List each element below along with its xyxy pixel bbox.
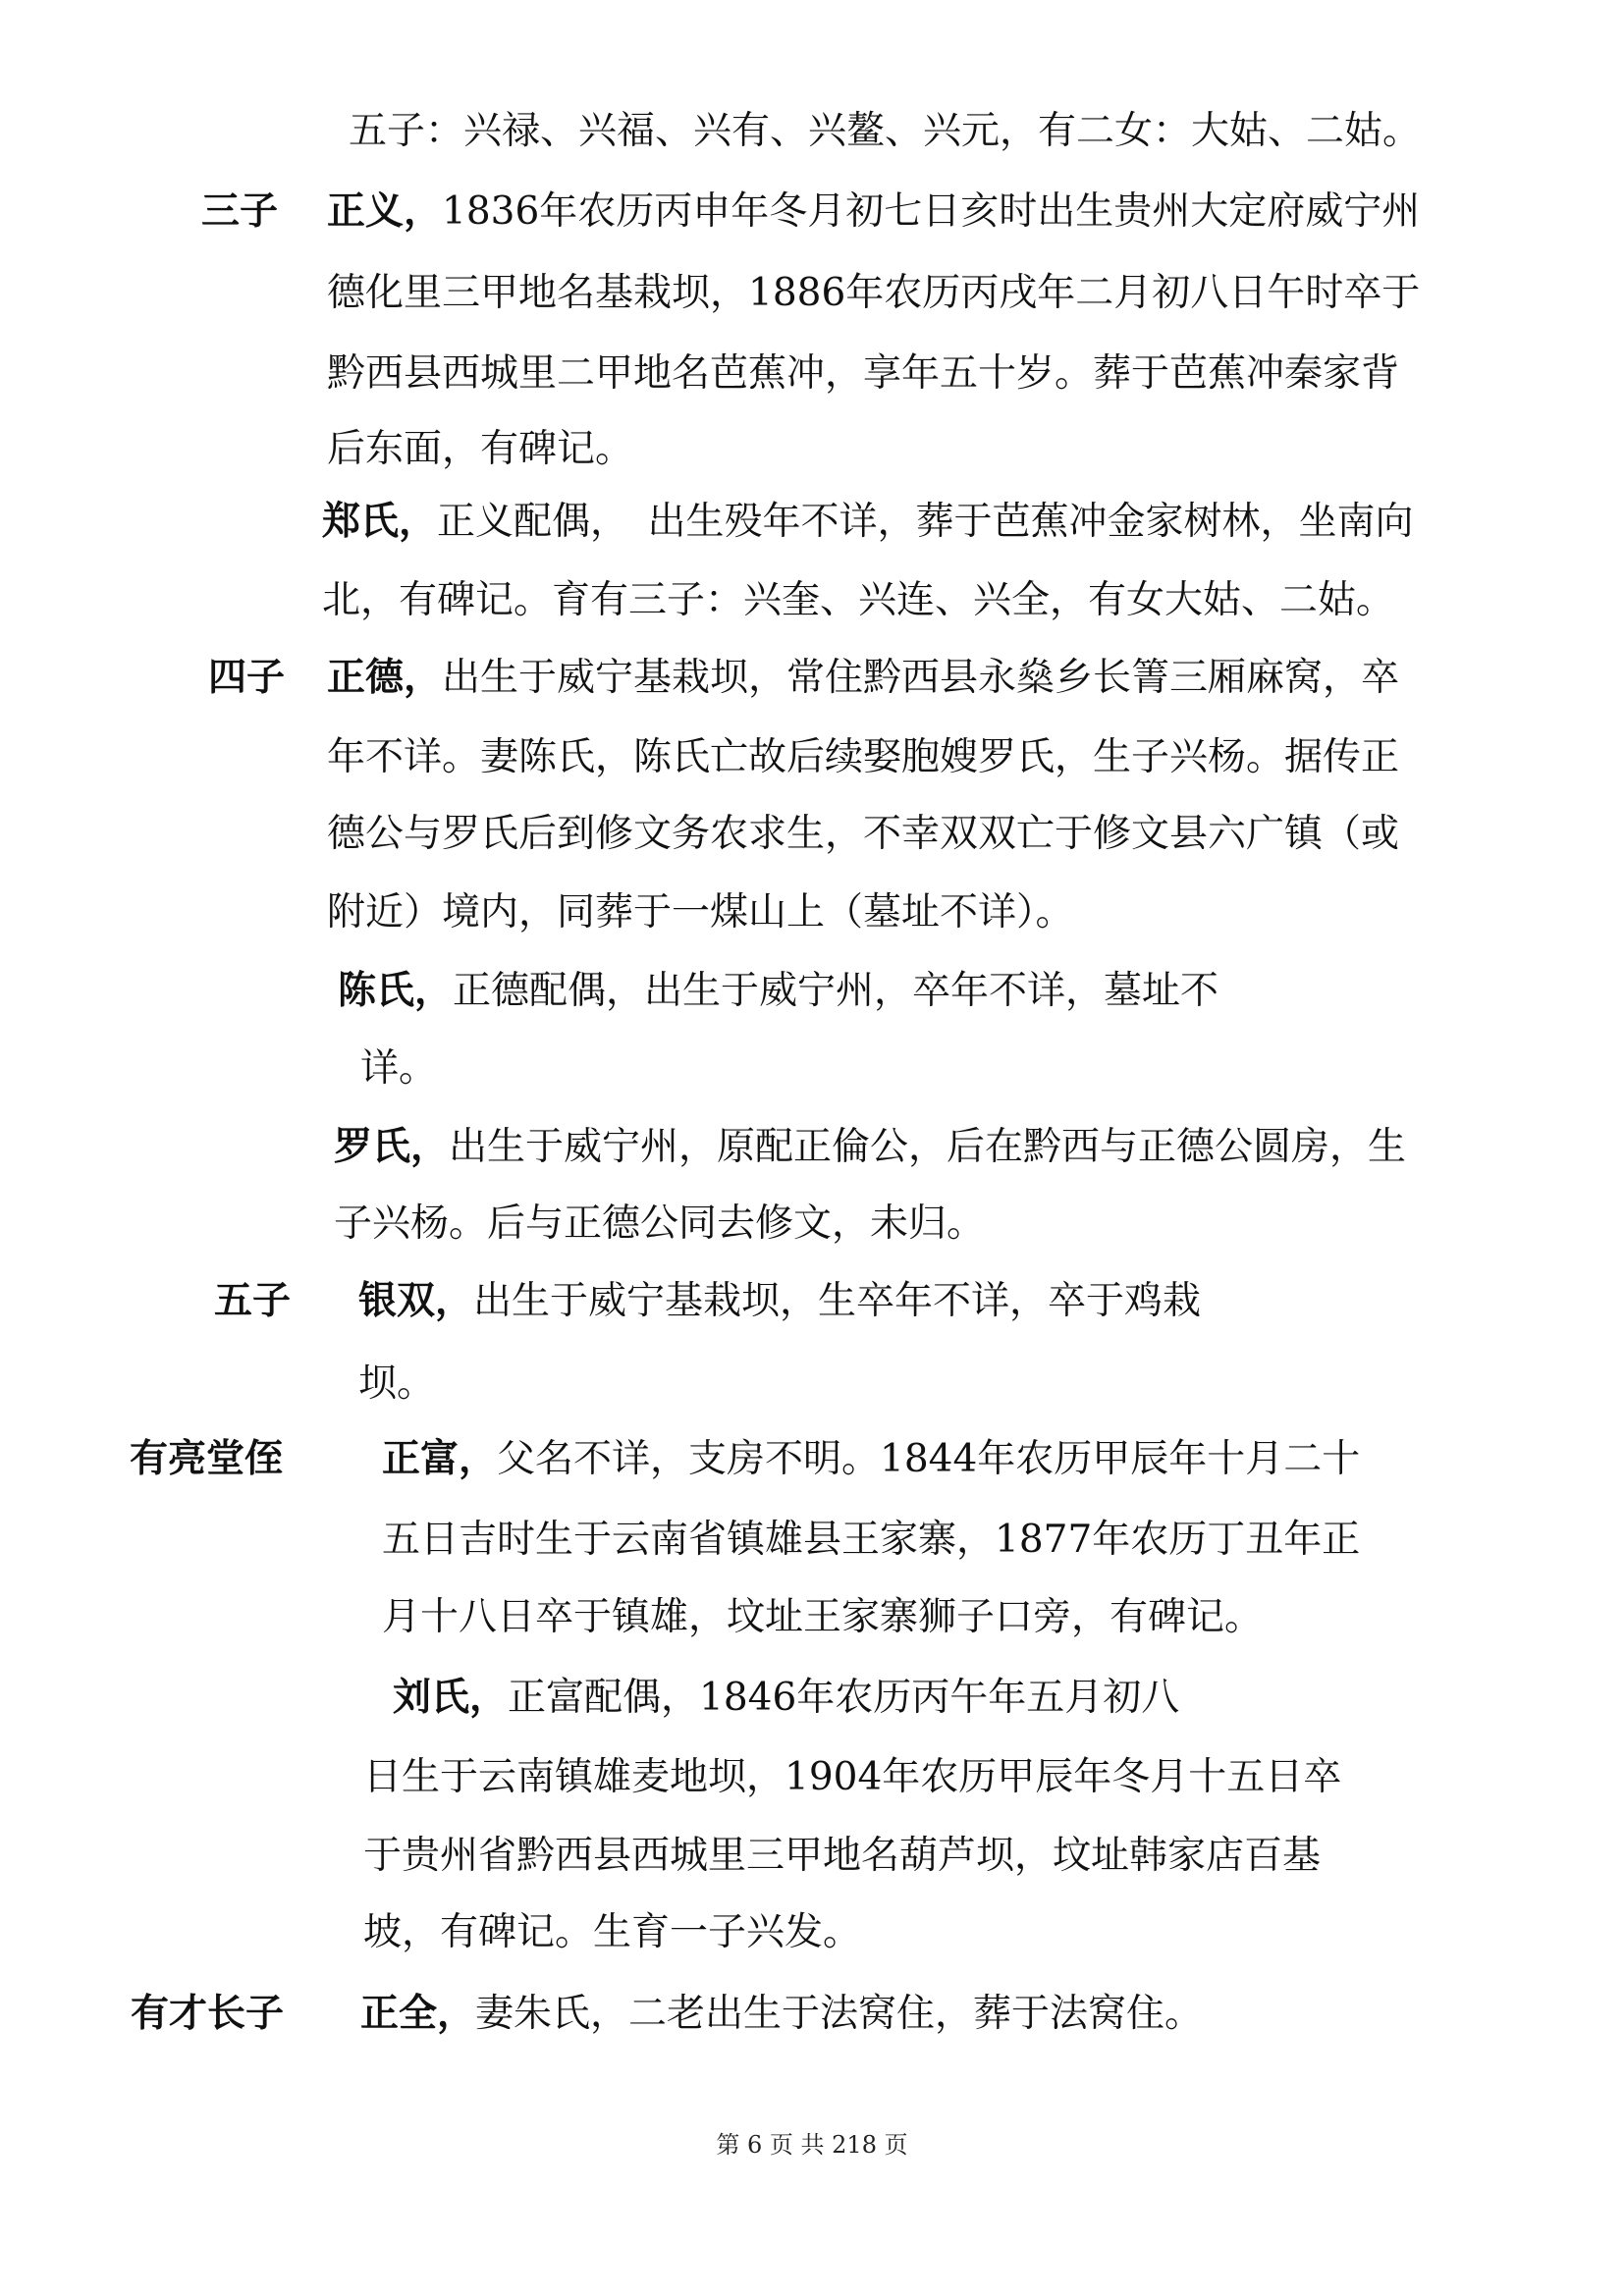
text-line (327, 427, 634, 471)
line-text: 于贵州省黔西县西城里三甲地名葫芦坝，坟址韩家店百基 (363, 1834, 1322, 1878)
text-line (358, 1362, 436, 1406)
text-line (382, 1518, 1361, 1562)
line-text: 北，有碑记。育有三子：兴奎、兴连、兴全，有女大姑、二姑。 (322, 578, 1395, 622)
text-line (327, 890, 1074, 934)
person-name: 正义， (327, 188, 443, 234)
line-text: 附近）境内，同葬于一煤山上（墓址不详）。 (327, 890, 1074, 934)
text-line (327, 735, 1400, 779)
person-name: 正富， (382, 1436, 498, 1481)
line-text: 出生于威宁基栽坝，常住黔西县永燊乡长箐三厢麻窝，卒 (442, 656, 1400, 700)
person-name: 罗氏， (334, 1124, 450, 1169)
relation-label: 三子 (201, 188, 279, 234)
line-text: 正德配偶，出生于威宁州，卒年不详，墓址不 (453, 969, 1219, 1013)
person-name: 正德， (327, 655, 443, 700)
text-line (334, 1201, 986, 1246)
line-text: 子兴杨。后与正德公同去修文，未归。 (334, 1201, 986, 1246)
relation-label: 有亮堂侄 (130, 1436, 284, 1481)
person-name: 正全， (360, 1991, 476, 2036)
line-text: 出生于威宁基栽坝，生卒年不详，卒于鸡栽 (473, 1279, 1202, 1323)
relation-label: 五子 (214, 1278, 292, 1323)
person-name: 刘氏， (393, 1675, 509, 1720)
line-text: 正富配偶，1846年农历丙午年五月初八 (508, 1676, 1180, 1720)
line-text: 月十八日卒于镇雄，坟址王家寨狮子口旁，有碑记。 (382, 1595, 1264, 1639)
text-line (360, 1991, 1204, 2036)
relation-label: 四子 (208, 655, 286, 700)
line-text: 五日吉时生于云南省镇雄县王家寨，1877年农历丁丑年正 (382, 1518, 1361, 1562)
text-line (334, 1124, 1407, 1169)
line-text: 德化里三甲地名基栽坝，1886年农历丙戌年二月初八日午时卒于 (327, 271, 1421, 315)
text-line (338, 968, 1219, 1013)
line-text: 黔西县西城里二甲地名芭蕉冲，享年五十岁。葬于芭蕉冲秦家背 (327, 351, 1400, 396)
line-text: 后东面，有碑记。 (327, 427, 634, 471)
line-text: 详。 (360, 1046, 438, 1091)
line-text: 五子：兴禄、兴福、兴有、兴鳌、兴元，有二女：大姑、二姑。 (349, 109, 1422, 153)
text-line (327, 812, 1400, 856)
person-name: 郑氏， (322, 499, 438, 544)
line-text: 出生于威宁州，原配正倫公，后在黔西与正德公圆房，生 (449, 1125, 1407, 1169)
text-line (322, 499, 1414, 544)
text-line (358, 1278, 1202, 1323)
text-line (322, 578, 1395, 622)
line-text: 妻朱氏，二老出生于法窝住，葬于法窝住。 (475, 1992, 1204, 2036)
line-text: 父名不详，支房不明。1844年农历甲辰年十月二十 (497, 1437, 1361, 1481)
text-line (327, 271, 1421, 315)
text-line (360, 1046, 438, 1091)
text-line (382, 1436, 1361, 1481)
line-text: 德公与罗氏后到修文务农求生，不幸双双亡于修文县六广镇（或 (327, 812, 1400, 856)
text-line (363, 1755, 1342, 1799)
text-line (327, 351, 1400, 396)
line-text: 坝。 (358, 1362, 436, 1406)
line-text: 年不详。妻陈氏，陈氏亡故后续娶胞嫂罗氏，生子兴杨。据传正 (327, 735, 1400, 779)
text-line (327, 655, 1400, 700)
text-line (349, 109, 1422, 153)
line-text: 坡，有碑记。生育一子兴发。 (363, 1910, 862, 1954)
text-line (393, 1675, 1180, 1720)
text-line (327, 188, 1421, 234)
text-line (363, 1834, 1322, 1878)
line-text: 1836年农历丙申年冬月初七日亥时出生贵州大定府威宁州 (442, 189, 1421, 234)
person-name: 陈氏， (338, 968, 454, 1013)
text-line (382, 1595, 1264, 1639)
line-text: 正义配偶， 出生殁年不详，葬于芭蕉冲金家树林，坐南向 (437, 500, 1414, 544)
page-footer: 第 6 页 共 218 页 (716, 2131, 908, 2159)
line-text: 日生于云南镇雄麦地坝，1904年农历甲辰年冬月十五日卒 (363, 1755, 1342, 1799)
relation-label: 有才长子 (131, 1991, 285, 2036)
text-line (363, 1910, 862, 1954)
person-name: 银双， (358, 1278, 474, 1323)
